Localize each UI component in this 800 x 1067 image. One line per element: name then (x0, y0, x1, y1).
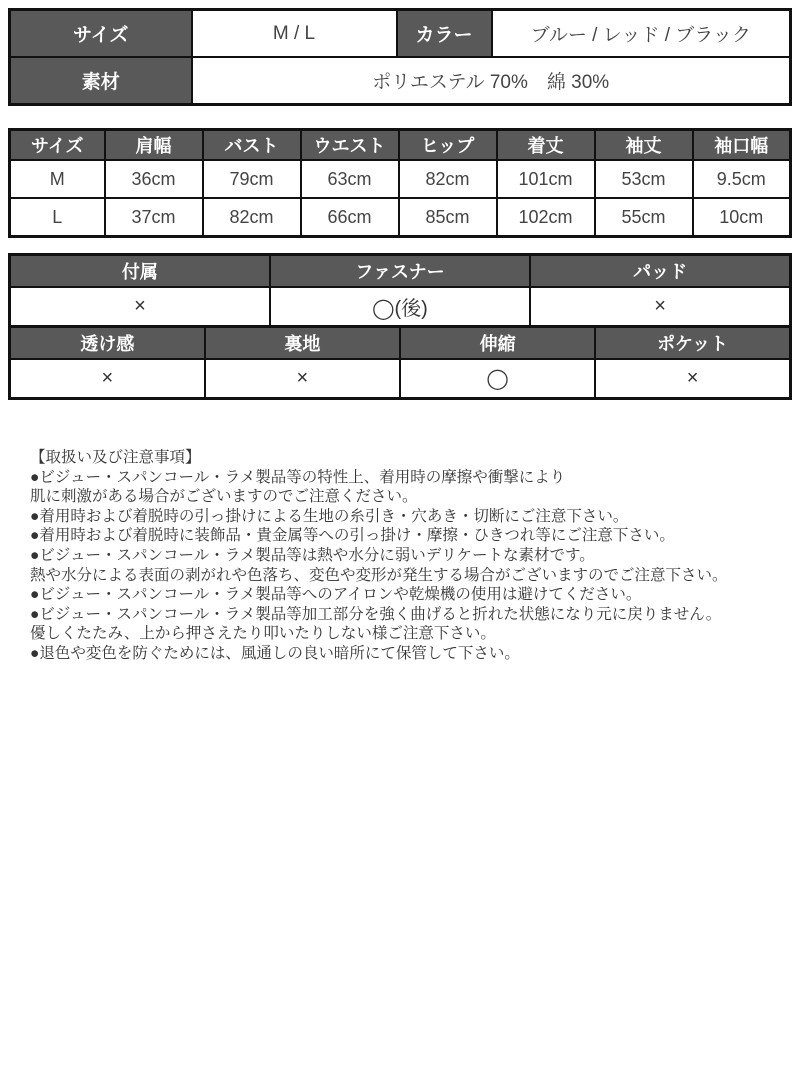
color-label-cell: カラー (397, 10, 492, 58)
care-note-line: 優しくたたみ、上から押さえたり叩いたりしない様ご注意下さい。 (30, 625, 496, 643)
size-chart-cell: 36cm (105, 160, 203, 198)
fittings-header-row (10, 255, 791, 288)
spec-row-size-color (10, 10, 791, 58)
fittings-header-fastener: ファスナー (270, 255, 530, 288)
size-chart-cell: 79cm (203, 160, 301, 198)
size-chart-header-sleeve: 袖丈 (595, 130, 693, 161)
size-chart-header-length: 着丈 (497, 130, 595, 161)
fittings-value-row (10, 287, 791, 327)
details-value-pocket: × (595, 359, 790, 399)
details-header-lining: 裏地 (205, 327, 400, 360)
details-header-sheerness: 透け感 (10, 327, 205, 360)
details-header-row (10, 327, 791, 360)
size-chart-cell: M (10, 160, 105, 198)
spec-table (8, 8, 792, 106)
size-chart-cell: 82cm (203, 198, 301, 237)
details-value-stretch: ◯ (400, 359, 595, 399)
care-note-line: ●着用時および着脱時の引っ掛けによる生地の糸引き・穴あき・切断にご注意下さい。 (30, 507, 629, 525)
size-label-cell: サイズ (10, 10, 192, 58)
care-notes (30, 448, 772, 664)
care-note-line: ●退色や変色を防ぐためには、風通しの良い暗所にて保管して下さい。 (30, 644, 520, 662)
material-value-cell: ポリエステル 70% 綿 30% (192, 57, 791, 105)
size-chart-cell: 82cm (399, 160, 497, 198)
size-value-cell: M / L (192, 10, 397, 58)
fittings-value-accessory: × (10, 287, 270, 327)
care-note-line: ●ビジュー・スパンコール・ラメ製品等へのアイロンや乾燥機の使用は避けてください。 (30, 586, 642, 604)
size-chart-header-hip: ヒップ (399, 130, 497, 161)
care-note-line: ●ビジュー・スパンコール・ラメ製品等の特性上、着用時の摩擦や衝撃により (30, 468, 566, 486)
size-chart-header-shoulder: 肩幅 (105, 130, 203, 161)
color-value-cell: ブルー / レッド / ブラック (492, 10, 791, 58)
details-table (8, 325, 792, 400)
care-note-line: ●ビジュー・スパンコール・ラメ製品等は熱や水分に弱いデリケートな素材です。 (30, 546, 595, 564)
size-chart-cell: 37cm (105, 198, 203, 237)
care-notes-title: 【取扱い及び注意事項】 (30, 449, 201, 466)
fittings-header-accessory: 付属 (10, 255, 270, 288)
details-value-row (10, 359, 791, 399)
size-chart-cell: 53cm (595, 160, 693, 198)
size-chart-header-row (10, 130, 791, 161)
details-header-pocket: ポケット (595, 327, 790, 360)
fittings-value-fastener: ◯(後) (270, 287, 530, 327)
fittings-value-pad: × (530, 287, 790, 327)
fittings-table (8, 253, 792, 328)
details-value-lining: × (205, 359, 400, 399)
fittings-header-pad: パッド (530, 255, 790, 288)
care-note-line: ●ビジュー・スパンコール・ラメ製品等加工部分を強く曲げると折れた状態になり元に戻りません。 (30, 605, 722, 623)
size-chart-header-waist: ウエスト (301, 130, 399, 161)
size-chart-cell: 63cm (301, 160, 399, 198)
size-chart-cell: L (10, 198, 105, 237)
material-label-cell: 素材 (10, 57, 192, 105)
care-note-line: ●着用時および着脱時に装飾品・貴金属等への引っ掛け・摩擦・ひきつれ等にご注意下さい。 (30, 527, 675, 545)
size-chart-cell: 102cm (497, 198, 595, 237)
size-chart-cell: 10cm (693, 198, 791, 237)
size-chart-cell: 101cm (497, 160, 595, 198)
size-chart-header-cuff: 袖口幅 (693, 130, 791, 161)
spec-row-material (10, 57, 791, 105)
size-chart-cell: 85cm (399, 198, 497, 237)
care-note-line: 肌に刺激がある場合がございますのでご注意ください。 (30, 488, 418, 506)
details-header-stretch: 伸縮 (400, 327, 595, 360)
size-chart-header-size: サイズ (10, 130, 105, 161)
size-chart-cell: 66cm (301, 198, 399, 237)
size-chart-row-l (10, 198, 791, 237)
size-chart-cell: 9.5cm (693, 160, 791, 198)
size-chart-row-m (10, 160, 791, 198)
details-value-sheerness: × (10, 359, 205, 399)
care-note-line: 熱や水分による表面の剥がれや色落ち、変色や変形が発生する場合がございますのでご注意下さい。 (30, 566, 728, 584)
size-chart-header-bust: バスト (203, 130, 301, 161)
size-chart-cell: 55cm (595, 198, 693, 237)
size-chart-table (8, 128, 792, 238)
